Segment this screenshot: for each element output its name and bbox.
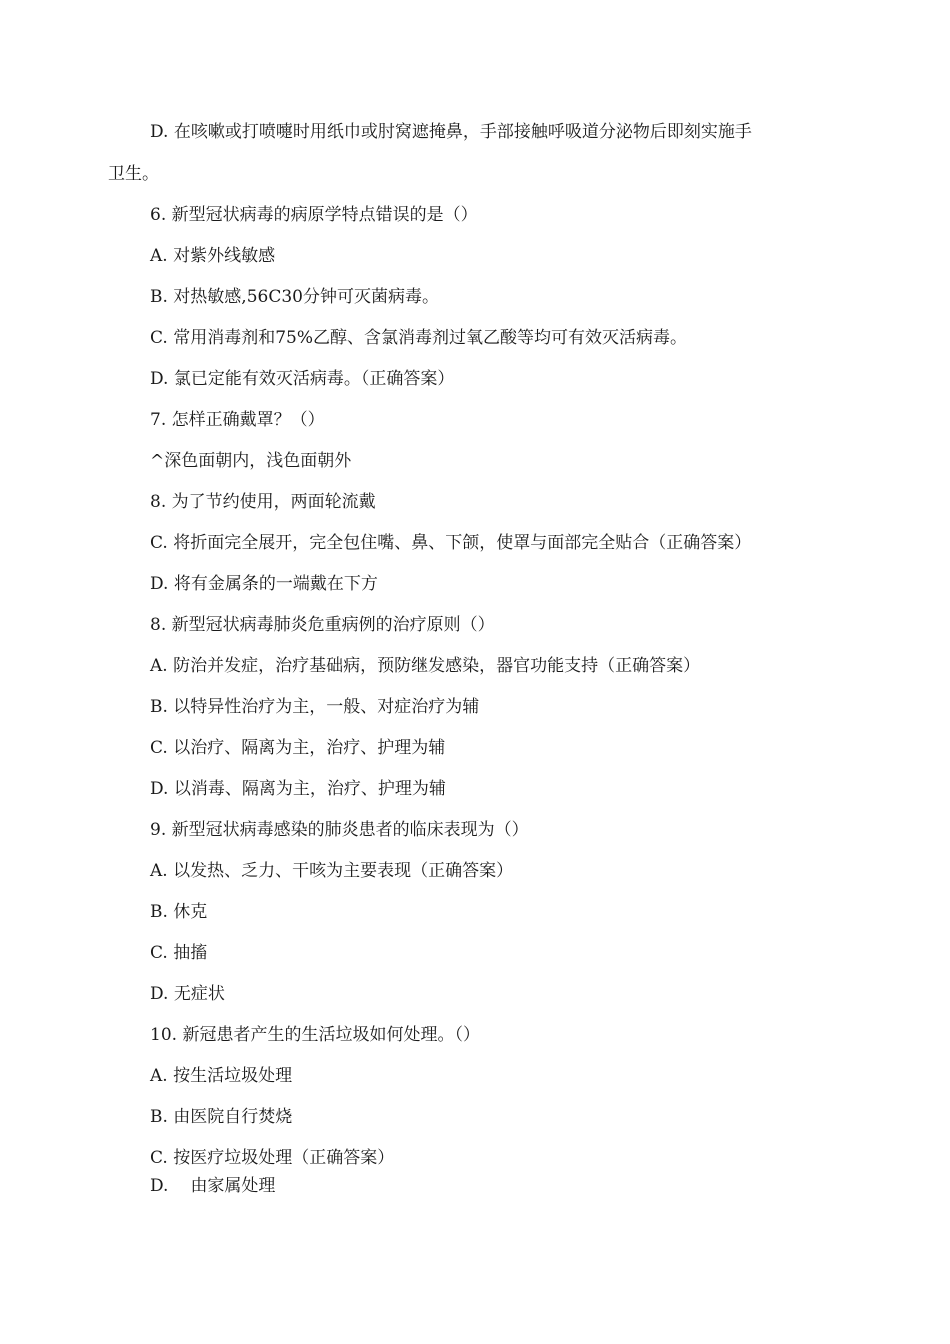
q6-option-a: A. 对紫外线敏感 xyxy=(150,246,276,266)
question-9: 9. 新型冠状病毒感染的肺炎患者的临床表现为（） xyxy=(150,820,529,840)
q8-option-b: B. 以特异性治疗为主，一般、对症治疗为辅 xyxy=(150,697,480,717)
q9-option-b: B. 休克 xyxy=(150,902,208,922)
q8-option-a: A. 防治并发症，治疗基础病，预防继发感染，器官功能支持（正确答案） xyxy=(150,656,701,676)
q8-option-c: C. 以治疗、隔离为主，治疗、护理为辅 xyxy=(150,738,446,758)
question-8: 8. 新型冠状病毒肺炎危重病例的治疗原则（） xyxy=(150,615,495,635)
q9-option-c: C. 抽搐 xyxy=(150,943,208,963)
q10-option-c: C. 按医疗垃圾处理（正确答案） xyxy=(150,1148,395,1168)
q7-option-c: C. 将折面完全展开，完全包住嘴、鼻、下颌，使罩与面部完全贴合（正确答案） xyxy=(150,533,752,553)
q7-option-d: D. 将有金属条的一端戴在下方 xyxy=(150,574,378,594)
question-6: 6. 新型冠状病毒的病原学特点错误的是（） xyxy=(150,205,478,225)
q10-option-d xyxy=(150,1175,275,1197)
q10-option-d-label: D. xyxy=(150,1176,169,1196)
q10-option-a: A. 按生活垃圾处理 xyxy=(150,1066,293,1086)
q10-option-d-text: 由家属处理 xyxy=(190,1176,276,1196)
q9-option-d: D. 无症状 xyxy=(150,984,225,1004)
question-7: 7. 怎样正确戴罩？（） xyxy=(150,410,325,430)
option-d-line1: D. 在咳嗽或打喷嚏时用纸巾或肘窝遮掩鼻，手部接触呼吸道分泌物后即刻实施手 xyxy=(150,122,752,142)
q10-option-b: B. 由医院自行焚烧 xyxy=(150,1107,293,1127)
q8-option-d: D. 以消毒、隔离为主，治疗、护理为辅 xyxy=(150,779,446,799)
option-d-line2: 卫生。 xyxy=(108,164,159,184)
q6-option-b: B. 对热敏感,56C30分钟可灭菌病毒。 xyxy=(150,287,439,307)
q6-option-c: C. 常用消毒剂和75%乙醇、含氯消毒剂过氧乙酸等均可有效灭活病毒。 xyxy=(150,328,687,348)
question-10: 10. 新冠患者产生的生活垃圾如何处理。（） xyxy=(150,1025,480,1045)
q7-option-a: ^深色面朝内，浅色面朝外 xyxy=(150,451,352,471)
q7-option-b: 8. 为了节约使用，两面轮流戴 xyxy=(150,492,376,512)
q6-option-d: D. 氯已定能有效灭活病毒。（正确答案） xyxy=(150,369,455,389)
q9-option-a: A. 以发热、乏力、干咳为主要表现（正确答案） xyxy=(150,861,514,881)
